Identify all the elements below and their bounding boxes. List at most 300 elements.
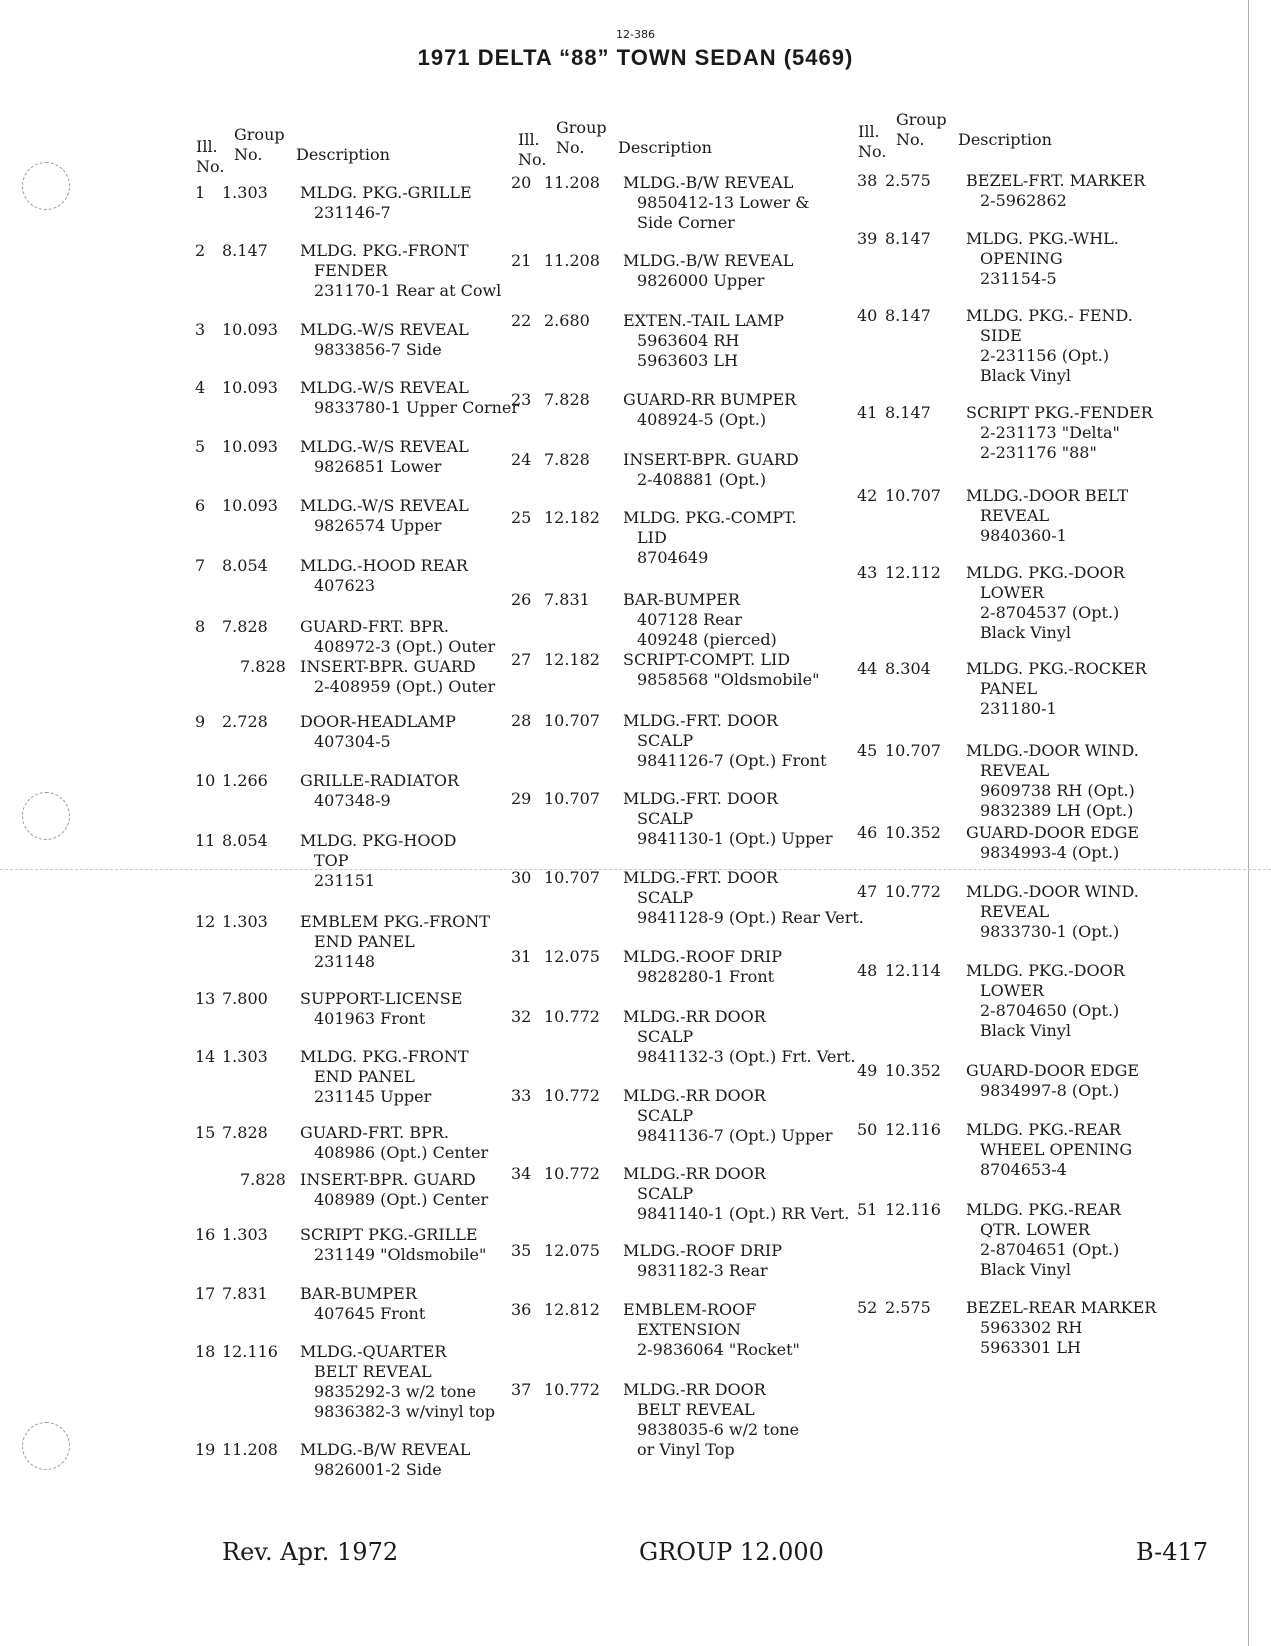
part-name: SCRIPT PKG.-FENDER <box>966 403 1153 422</box>
group-number: 12.116 <box>885 1120 941 1139</box>
part-number: PANEL <box>980 679 1038 698</box>
part-number: BELT REVEAL <box>637 1400 755 1419</box>
part-name: MLDG.-FRT. DOOR <box>623 789 779 808</box>
ill-number: 11 <box>195 831 216 850</box>
part-name: GUARD-RR BUMPER <box>623 390 797 409</box>
part-name: INSERT-BPR. GUARD <box>300 657 476 676</box>
part-number: REVEAL <box>980 902 1050 921</box>
part-name: MLDG.-ROOF DRIP <box>623 947 782 966</box>
part-number: 5963604 RH <box>637 331 740 350</box>
part-name: BEZEL-FRT. MARKER <box>966 171 1146 190</box>
description-header: Description <box>958 130 1052 149</box>
group-number: 7.828 <box>240 657 286 676</box>
ill-number: 14 <box>195 1047 216 1066</box>
group-number: 12.182 <box>544 650 600 669</box>
part-name: GUARD-FRT. BPR. <box>300 1123 449 1142</box>
group-number: 10.772 <box>544 1086 600 1105</box>
part-number: 407645 Front <box>314 1304 426 1323</box>
ill-number: 21 <box>511 251 532 270</box>
ill-number: 27 <box>511 650 532 669</box>
part-name: MLDG. PKG.-ROCKER <box>966 659 1147 678</box>
group-number: 11.208 <box>222 1440 278 1459</box>
part-description <box>966 659 1147 719</box>
part-description <box>300 556 468 596</box>
part-number: 231145 Upper <box>314 1087 432 1106</box>
part-description <box>300 657 495 697</box>
part-number: END PANEL <box>314 932 415 951</box>
part-description <box>966 1061 1139 1101</box>
revision-date: Rev. Apr. 1972 <box>222 1538 399 1566</box>
ill-number: 37 <box>511 1380 532 1399</box>
part-number: 231151 <box>314 871 376 890</box>
punch-hole-icon <box>22 1422 70 1470</box>
part-number: REVEAL <box>980 506 1050 525</box>
part-number: 9841140-1 (Opt.) RR Vert. <box>637 1204 850 1223</box>
part-number: 9833780-1 Upper Corner <box>314 398 520 417</box>
part-description <box>623 1164 849 1224</box>
group-number: 2.680 <box>544 311 590 330</box>
part-name: MLDG. PKG.-WHL. <box>966 229 1119 248</box>
part-number: 231180-1 <box>980 699 1057 718</box>
page-number: B-417 <box>1136 1538 1208 1566</box>
ill-number: 48 <box>857 961 878 980</box>
part-name: MLDG. PKG.-FRONT <box>300 1047 469 1066</box>
part-number: 231149 "Oldsmobile" <box>314 1245 487 1264</box>
group-number: 8.147 <box>885 306 931 325</box>
part-name: MLDG.-ROOF DRIP <box>623 1241 782 1260</box>
part-number: 2-231173 "Delta" <box>980 423 1120 442</box>
part-number: 9826574 Upper <box>314 516 442 535</box>
part-description <box>623 1007 855 1067</box>
part-description <box>623 1380 799 1460</box>
ill-number: 33 <box>511 1086 532 1105</box>
ill-number: 5 <box>195 437 206 456</box>
part-number: LOWER <box>980 981 1044 1000</box>
group-number: 8.147 <box>885 403 931 422</box>
part-name: MLDG.-RR DOOR <box>623 1086 766 1105</box>
part-description <box>623 868 864 928</box>
group-number: 10.772 <box>885 882 941 901</box>
group-number: 2.575 <box>885 171 931 190</box>
part-description <box>623 947 782 987</box>
ill-number: 22 <box>511 311 532 330</box>
group-number: 8.147 <box>885 229 931 248</box>
part-name: MLDG.-FRT. DOOR <box>623 711 779 730</box>
part-name: MLDG.-HOOD REAR <box>300 556 468 575</box>
part-number: FENDER <box>314 261 388 280</box>
part-description <box>300 712 456 752</box>
part-description <box>623 711 827 771</box>
part-description <box>623 1300 800 1360</box>
part-description <box>966 961 1125 1041</box>
group-number: 11.208 <box>544 173 600 192</box>
part-number: 409248 (pierced) <box>637 630 777 649</box>
part-number: 407304-5 <box>314 732 391 751</box>
part-description <box>300 183 472 223</box>
part-description <box>623 789 832 849</box>
group-number: 10.707 <box>885 486 941 505</box>
part-description <box>300 771 459 811</box>
part-number: 407348-9 <box>314 791 391 810</box>
part-name: EXTEN.-TAIL LAMP <box>623 311 785 330</box>
part-number: 5963603 LH <box>637 351 738 370</box>
ill-number: 18 <box>195 1342 216 1361</box>
part-name: MLDG.-W/S REVEAL <box>300 378 469 397</box>
part-name: GRILLE-RADIATOR <box>300 771 460 790</box>
part-description <box>300 320 469 360</box>
part-number: 9858568 "Oldsmobile" <box>637 670 820 689</box>
part-number: 2-8704650 (Opt.) <box>980 1001 1120 1020</box>
part-name: MLDG.-B/W REVEAL <box>623 251 794 270</box>
group-number: 8.147 <box>222 241 268 260</box>
part-number: 2-5962862 <box>980 191 1067 210</box>
group-number: 12.114 <box>885 961 941 980</box>
part-number: OPENING <box>980 249 1063 268</box>
ill-number: 2 <box>195 241 206 260</box>
part-number: REVEAL <box>980 761 1050 780</box>
group-no-header: Group No. <box>234 125 285 164</box>
part-name: GUARD-DOOR EDGE <box>966 823 1140 842</box>
part-number: 9826001-2 Side <box>314 1460 442 1479</box>
part-number: 2-408881 (Opt.) <box>637 470 767 489</box>
part-description <box>300 1047 469 1107</box>
part-number: 9841128-9 (Opt.) Rear Vert. <box>637 908 864 927</box>
ill-number: 20 <box>511 173 532 192</box>
part-number: Black Vinyl <box>980 366 1072 385</box>
ill-number: 26 <box>511 590 532 609</box>
part-number: 408989 (Opt.) Center <box>314 1190 489 1209</box>
ill-number: 49 <box>857 1061 878 1080</box>
group-number: 10.352 <box>885 1061 941 1080</box>
part-description <box>966 229 1119 289</box>
group-number: 7.828 <box>222 1123 268 1142</box>
part-number: 9833730-1 (Opt.) <box>980 922 1120 941</box>
part-name: MLDG. PKG.-FRONT <box>300 241 469 260</box>
description-header: Description <box>618 138 712 157</box>
ill-no-header: Ill. No. <box>196 137 225 176</box>
part-number: 8704653-4 <box>980 1160 1067 1179</box>
part-name: MLDG.-DOOR WIND. <box>966 882 1139 901</box>
part-number: 9834997-8 (Opt.) <box>980 1081 1120 1100</box>
ill-number: 7 <box>195 556 206 575</box>
group-number: 12.812 <box>544 1300 600 1319</box>
part-description <box>300 989 462 1029</box>
ill-no-header: Ill. No. <box>518 130 547 169</box>
part-number: SCALP <box>637 1027 694 1046</box>
ill-number: 38 <box>857 171 878 190</box>
part-name: MLDG. PKG.- FEND. <box>966 306 1133 325</box>
part-description <box>623 390 796 430</box>
part-name: INSERT-BPR. GUARD <box>300 1170 476 1189</box>
group-number: 2.728 <box>222 712 268 731</box>
part-number: 9850412-13 Lower & <box>637 193 810 212</box>
part-description <box>300 1123 488 1163</box>
group-number: 10.707 <box>544 711 600 730</box>
group-label: GROUP 12.000 <box>639 1538 824 1566</box>
ill-number: 13 <box>195 989 216 1008</box>
group-number: 12.116 <box>222 1342 278 1361</box>
part-description <box>966 1120 1132 1180</box>
ill-number: 30 <box>511 868 532 887</box>
ill-number: 6 <box>195 496 206 515</box>
part-number: or Vinyl Top <box>637 1440 735 1459</box>
group-number: 10.093 <box>222 437 278 456</box>
part-name: MLDG. PKG.-REAR <box>966 1200 1121 1219</box>
ill-number: 23 <box>511 390 532 409</box>
part-name: MLDG.-B/W REVEAL <box>300 1440 471 1459</box>
ill-number: 51 <box>857 1200 878 1219</box>
page-code: 12-386 <box>616 28 655 41</box>
group-number: 7.831 <box>544 590 590 609</box>
part-name: MLDG. PKG.-DOOR <box>966 961 1125 980</box>
part-description <box>300 437 469 477</box>
part-name: DOOR-HEADLAMP <box>300 712 456 731</box>
group-number: 1.303 <box>222 912 268 931</box>
part-number: 407623 <box>314 576 376 595</box>
part-name: MLDG.-W/S REVEAL <box>300 437 469 456</box>
part-number: QTR. LOWER <box>980 1220 1090 1239</box>
part-number: Side Corner <box>637 213 735 232</box>
part-number: 9828280-1 Front <box>637 967 775 986</box>
part-name: MLDG.-RR DOOR <box>623 1007 766 1026</box>
part-number: 9826851 Lower <box>314 457 442 476</box>
part-number: 408972-3 (Opt.) Outer <box>314 637 496 656</box>
ill-number: 32 <box>511 1007 532 1026</box>
part-name: EMBLEM-ROOF <box>623 1300 757 1319</box>
part-name: MLDG.-FRT. DOOR <box>623 868 779 887</box>
group-number: 12.075 <box>544 947 600 966</box>
part-name: MLDG. PKG.-GRILLE <box>300 183 472 202</box>
ill-number: 12 <box>195 912 216 931</box>
ill-number: 46 <box>857 823 878 842</box>
part-description <box>623 311 784 371</box>
part-description <box>966 1298 1156 1358</box>
group-number: 10.772 <box>544 1007 600 1026</box>
part-description <box>300 378 519 418</box>
group-number: 12.182 <box>544 508 600 527</box>
part-number: WHEEL OPENING <box>980 1140 1133 1159</box>
part-number: SCALP <box>637 809 694 828</box>
part-name: INSERT-BPR. GUARD <box>623 450 799 469</box>
part-number: 231154-5 <box>980 269 1057 288</box>
part-number: 408924-5 (Opt.) <box>637 410 767 429</box>
ill-number: 3 <box>195 320 206 339</box>
part-number: 2-8704651 (Opt.) <box>980 1240 1120 1259</box>
part-number: LID <box>637 528 667 547</box>
punch-hole-icon <box>22 792 70 840</box>
group-number: 10.093 <box>222 378 278 397</box>
part-name: EMBLEM PKG.-FRONT <box>300 912 490 931</box>
ill-number: 25 <box>511 508 532 527</box>
part-description <box>966 403 1153 463</box>
part-number: 9840360-1 <box>980 526 1067 545</box>
part-description <box>966 563 1125 643</box>
group-number: 10.093 <box>222 496 278 515</box>
part-number: Black Vinyl <box>980 1260 1072 1279</box>
ill-number: 47 <box>857 882 878 901</box>
ill-number: 34 <box>511 1164 532 1183</box>
part-description <box>966 741 1139 821</box>
part-description <box>623 508 797 568</box>
part-name: GUARD-FRT. BPR. <box>300 617 449 636</box>
group-number: 11.208 <box>544 251 600 270</box>
part-name: GUARD-DOOR EDGE <box>966 1061 1140 1080</box>
group-number: 12.112 <box>885 563 941 582</box>
ill-number: 8 <box>195 617 206 636</box>
part-name: MLDG.-RR DOOR <box>623 1380 766 1399</box>
ill-number: 39 <box>857 229 878 248</box>
group-number: 10.772 <box>544 1380 600 1399</box>
ill-no-header: Ill. No. <box>858 122 887 161</box>
part-number: 2-408959 (Opt.) Outer <box>314 677 496 696</box>
ill-number: 43 <box>857 563 878 582</box>
part-number: 9609738 RH (Opt.) <box>980 781 1135 800</box>
part-number: 9835292-3 w/2 tone <box>314 1382 477 1401</box>
part-number: 9826000 Upper <box>637 271 765 290</box>
group-number: 8.304 <box>885 659 931 678</box>
part-description <box>623 251 793 291</box>
part-number: 2-231176 "88" <box>980 443 1097 462</box>
ill-number: 41 <box>857 403 878 422</box>
part-name: MLDG.-B/W REVEAL <box>623 173 794 192</box>
part-number: 2-9836064 "Rocket" <box>637 1340 800 1359</box>
ill-number: 35 <box>511 1241 532 1260</box>
part-name: MLDG. PKG.-DOOR <box>966 563 1125 582</box>
part-description <box>300 496 469 536</box>
ill-number: 44 <box>857 659 878 678</box>
group-number: 1.303 <box>222 183 268 202</box>
part-description <box>300 1170 488 1210</box>
group-number: 8.054 <box>222 556 268 575</box>
part-name: SUPPORT-LICENSE <box>300 989 463 1008</box>
ill-number: 4 <box>195 378 206 397</box>
part-number: 401963 Front <box>314 1009 426 1028</box>
ill-number: 24 <box>511 450 532 469</box>
part-number: 231148 <box>314 952 376 971</box>
group-number: 8.054 <box>222 831 268 850</box>
group-number: 12.116 <box>885 1200 941 1219</box>
page-title: 1971 DELTA “88” TOWN SEDAN (5469) <box>417 45 854 70</box>
part-name: MLDG.-W/S REVEAL <box>300 496 469 515</box>
part-name: BEZEL-REAR MARKER <box>966 1298 1157 1317</box>
ill-number: 10 <box>195 771 216 790</box>
part-number: SCALP <box>637 1106 694 1125</box>
group-number: 7.800 <box>222 989 268 1008</box>
part-number: SCALP <box>637 1184 694 1203</box>
part-number: BELT REVEAL <box>314 1362 432 1381</box>
part-number: 231170-1 Rear at Cowl <box>314 281 502 300</box>
group-number: 10.772 <box>544 1164 600 1183</box>
part-description <box>966 1200 1121 1280</box>
part-description <box>966 171 1145 211</box>
ill-number: 36 <box>511 1300 532 1319</box>
part-name: MLDG.-QUARTER <box>300 1342 447 1361</box>
part-name: SCRIPT PKG.-GRILLE <box>300 1225 478 1244</box>
group-number: 7.831 <box>222 1284 268 1303</box>
page-edge-line <box>1248 0 1249 1646</box>
part-number: 9841136-7 (Opt.) Upper <box>637 1126 833 1145</box>
group-number: 10.707 <box>544 789 600 808</box>
part-number: 9841132-3 (Opt.) Frt. Vert. <box>637 1047 856 1066</box>
part-name: MLDG.-RR DOOR <box>623 1164 766 1183</box>
part-name: MLDG. PKG.-REAR <box>966 1120 1121 1139</box>
part-description <box>300 617 495 657</box>
part-description <box>966 486 1128 546</box>
part-number: 407128 Rear <box>637 610 742 629</box>
part-number: 9833856-7 Side <box>314 340 442 359</box>
ill-number: 16 <box>195 1225 216 1244</box>
part-description <box>300 912 490 972</box>
ill-number: 42 <box>857 486 878 505</box>
part-number: Black Vinyl <box>980 623 1072 642</box>
part-description <box>966 823 1139 863</box>
ill-number: 52 <box>857 1298 878 1317</box>
group-number: 1.303 <box>222 1047 268 1066</box>
part-description <box>300 241 501 301</box>
part-name: MLDG. PKG-HOOD <box>300 831 457 850</box>
part-number: 9832389 LH (Opt.) <box>980 801 1134 820</box>
part-description <box>623 450 799 490</box>
ill-number: 19 <box>195 1440 216 1459</box>
part-number: 9838035-6 w/2 tone <box>637 1420 800 1439</box>
ill-number: 9 <box>195 712 206 731</box>
group-no-header: Group No. <box>556 118 607 157</box>
part-name: MLDG.-W/S REVEAL <box>300 320 469 339</box>
part-number: 9834993-4 (Opt.) <box>980 843 1120 862</box>
part-number: SIDE <box>980 326 1022 345</box>
ill-number: 17 <box>195 1284 216 1303</box>
part-name: BAR-BUMPER <box>300 1284 417 1303</box>
part-name: MLDG.-DOOR WIND. <box>966 741 1139 760</box>
part-number: 231146-7 <box>314 203 391 222</box>
group-number: 7.828 <box>544 390 590 409</box>
part-number: SCALP <box>637 731 694 750</box>
group-number: 1.266 <box>222 771 268 790</box>
ill-number: 1 <box>195 183 206 202</box>
part-description <box>623 173 810 233</box>
part-description <box>300 1225 486 1265</box>
part-number: 2-8704537 (Opt.) <box>980 603 1120 622</box>
part-number: 8704649 <box>637 548 709 567</box>
part-description <box>300 1440 470 1480</box>
group-number: 10.093 <box>222 320 278 339</box>
part-number: 9841126-7 (Opt.) Front <box>637 751 827 770</box>
ill-number: 50 <box>857 1120 878 1139</box>
part-name: BAR-BUMPER <box>623 590 740 609</box>
part-number: 5963302 RH <box>980 1318 1083 1337</box>
ill-number: 31 <box>511 947 532 966</box>
part-number: 2-231156 (Opt.) <box>980 346 1110 365</box>
part-description <box>623 1241 782 1281</box>
part-description <box>623 590 777 650</box>
group-number: 10.707 <box>885 741 941 760</box>
part-number: 5963301 LH <box>980 1338 1081 1357</box>
part-number: Black Vinyl <box>980 1021 1072 1040</box>
part-description <box>623 650 820 690</box>
ill-number: 15 <box>195 1123 216 1142</box>
punch-hole-icon <box>22 162 70 210</box>
group-number: 7.828 <box>544 450 590 469</box>
group-number: 10.352 <box>885 823 941 842</box>
group-number: 7.828 <box>222 617 268 636</box>
group-number: 12.075 <box>544 1241 600 1260</box>
part-description <box>966 306 1133 386</box>
part-description <box>300 1284 425 1324</box>
part-number: LOWER <box>980 583 1044 602</box>
part-number: 9836382-3 w/vinyl top <box>314 1402 496 1421</box>
group-number: 2.575 <box>885 1298 931 1317</box>
part-number: EXTENSION <box>637 1320 741 1339</box>
